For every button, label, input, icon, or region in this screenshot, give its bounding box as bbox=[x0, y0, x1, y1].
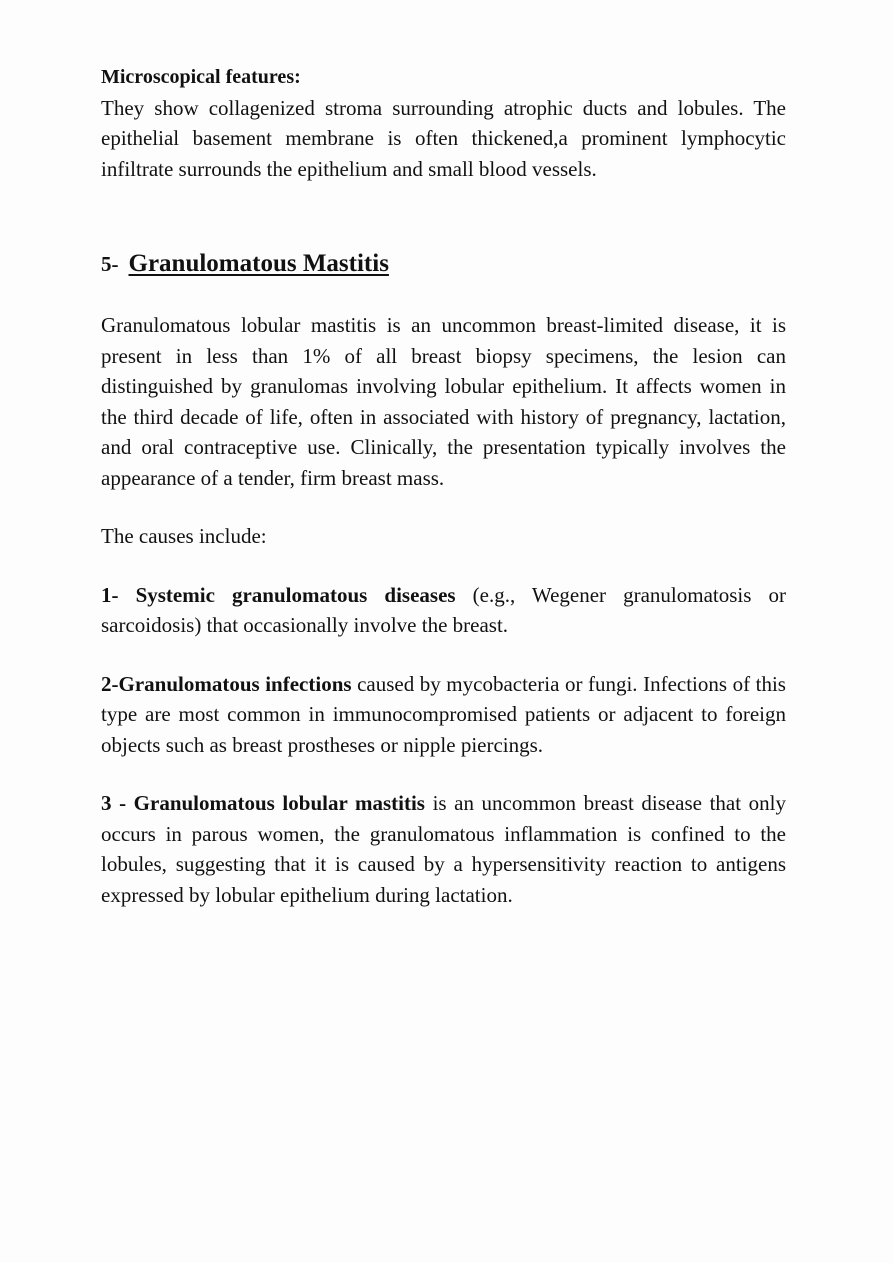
cause-3-text: is an uncommon breast disease that only occurs in parous women, the granulomatous inflammation is confined to the lobules, suggesting that it is caused by a hypersensitivity reaction to antigens expressed by lobular epithelium during lactation. bbox=[101, 791, 786, 907]
cause-2-term: 2-Granulomatous infections bbox=[101, 671, 352, 696]
cause-item-3 bbox=[101, 788, 786, 910]
microscopic-heading: Microscopical features: bbox=[101, 66, 301, 88]
cause-1-text: (e.g., Wegener granulomatosis or sarcoidosis) that occasionally involve the breast. bbox=[101, 582, 786, 637]
cause-3-term: 3 - Granulomatous lobular mastitis bbox=[101, 791, 425, 815]
causes-intro: The causes include: bbox=[101, 524, 267, 548]
section-heading bbox=[101, 248, 786, 280]
section-number: 5- bbox=[101, 252, 119, 276]
microscopic-paragraph: They show collagenized stroma surrounding atrophic ducts and lobules. The epithelial basement membrane is often thickened,a prominent lymphocytic infiltrate surrounds the epithelium and small blood vessels. bbox=[101, 95, 786, 181]
cause-1-term: 1- Systemic granulomatous diseases bbox=[101, 582, 456, 607]
intro-paragraph: Granulomatous lobular mastitis is an uncommon breast-limited disease, it is present in less than 1% of all breast biopsy specimens, the lesion can distinguished by granulomas involving lobular epithelium. It affects women in the third decade of life, often in associated with history of pregnancy, lactation, and oral contraceptive use. Clinically, the presentation typically involves the appearance of a tender, firm breast mass. bbox=[101, 313, 786, 490]
cause-item-1 bbox=[101, 580, 786, 641]
page-content bbox=[101, 62, 786, 910]
cause-item-2 bbox=[101, 669, 786, 761]
section-title: Granulomatous Mastitis bbox=[128, 250, 389, 277]
cause-2-text: caused by mycobacteria or fungi. Infections of this type are most common in immunocompromised patients or adjacent to foreign objects such as breast prostheses or nipple piercings. bbox=[101, 671, 786, 757]
